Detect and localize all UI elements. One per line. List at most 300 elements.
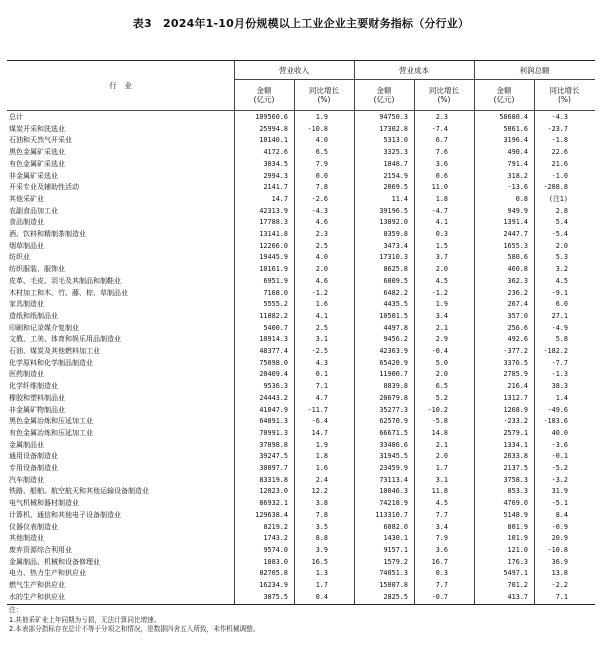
revenue-growth-cell: -2.5 bbox=[311, 347, 328, 355]
profit-amount-cell: 1334.1 bbox=[503, 440, 528, 449]
cost-growth-cell: -1.2 bbox=[431, 288, 448, 297]
profit-growth-cell: -0.9 bbox=[551, 522, 568, 531]
header-growth-revenue: 同比增长 (%) bbox=[309, 86, 339, 104]
table-row bbox=[7, 323, 595, 334]
profit-amount-cell: 2633.8 bbox=[503, 452, 528, 461]
cost-growth-cell: -0.4 bbox=[431, 347, 448, 355]
industry-name-cell: 通用设备制造业 bbox=[9, 452, 58, 461]
industry-name-cell: 纺织业 bbox=[9, 253, 30, 262]
revenue-amount-cell: 3034.5 bbox=[263, 159, 288, 168]
revenue-amount-cell: 13141.8 bbox=[259, 230, 288, 238]
revenue-amount-cell: 10914.3 bbox=[259, 335, 288, 344]
cost-growth-cell: 7.7 bbox=[435, 510, 448, 519]
profit-growth-cell: -1.0 bbox=[551, 171, 568, 180]
profit-growth-cell: 40.0 bbox=[551, 428, 568, 437]
profit-amount-cell: 362.3 bbox=[507, 276, 528, 285]
table-row bbox=[7, 217, 595, 228]
profit-amount-cell: 1268.9 bbox=[503, 405, 528, 414]
table-row bbox=[7, 159, 595, 170]
revenue-growth-cell: 3.8 bbox=[315, 499, 328, 508]
revenue-amount-cell: 10140.1 bbox=[259, 136, 288, 145]
cost-amount-cell: 1430.1 bbox=[383, 534, 408, 543]
profit-amount-cell: 492.6 bbox=[507, 335, 528, 344]
table-row bbox=[7, 124, 595, 135]
cost-growth-cell: 6.5 bbox=[435, 382, 448, 391]
profit-growth-cell: -4.9 bbox=[551, 323, 568, 332]
industry-name-cell: 金属制品、机械和设备修理业 bbox=[9, 557, 100, 566]
revenue-amount-cell: 30097.7 bbox=[259, 464, 288, 472]
table-row bbox=[7, 229, 595, 240]
table-row bbox=[7, 299, 595, 310]
table-row bbox=[7, 580, 595, 591]
revenue-growth-cell: 1.8 bbox=[315, 452, 328, 461]
table-row bbox=[7, 393, 595, 404]
industry-name-cell: 开采专业及辅助性活动 bbox=[9, 183, 79, 192]
cost-growth-cell: 2.0 bbox=[435, 370, 448, 379]
cost-growth-cell: 0.6 bbox=[435, 171, 448, 180]
cost-amount-cell: 17302.8 bbox=[379, 124, 408, 133]
profit-growth-cell: -49.6 bbox=[547, 405, 568, 414]
table-row bbox=[7, 264, 595, 275]
industry-name-cell: 酒、饮料和精制茶制造业 bbox=[9, 230, 86, 238]
revenue-amount-cell: 25994.8 bbox=[259, 124, 288, 133]
cost-amount-cell: 6482.2 bbox=[383, 288, 408, 297]
revenue-growth-cell: 2.5 bbox=[315, 323, 328, 332]
revenue-growth-cell: 4.0 bbox=[315, 253, 328, 262]
industry-name-cell: 有色金属冶炼和压延加工业 bbox=[9, 428, 93, 437]
revenue-amount-cell: 19445.9 bbox=[259, 253, 288, 262]
cost-amount-cell: 23459.9 bbox=[379, 464, 408, 472]
table-row bbox=[7, 498, 595, 509]
profit-amount-cell: 216.4 bbox=[507, 382, 528, 391]
note-line: 1.其他采矿业上年同期为亏损，无法计算同比增速。 bbox=[9, 615, 161, 624]
revenue-growth-cell: 7.1 bbox=[315, 382, 328, 391]
cost-amount-cell: 8839.8 bbox=[383, 382, 408, 391]
profit-growth-cell: 8.4 bbox=[555, 510, 568, 519]
table-row bbox=[7, 241, 595, 252]
cost-amount-cell: 73113.4 bbox=[379, 475, 408, 484]
profit-growth-cell: 13.8 bbox=[551, 569, 568, 578]
profit-amount-cell: -233.2 bbox=[503, 417, 528, 426]
profit-growth-cell: -23.7 bbox=[547, 124, 568, 133]
revenue-growth-cell: 14.7 bbox=[311, 428, 328, 437]
cost-amount-cell: 113310.7 bbox=[375, 510, 408, 519]
profit-growth-cell: -7.7 bbox=[551, 358, 568, 367]
table-row bbox=[7, 252, 595, 263]
revenue-amount-cell: 4172.6 bbox=[263, 148, 288, 157]
profit-amount-cell: 2785.9 bbox=[503, 370, 528, 379]
revenue-amount-cell: 64891.3 bbox=[259, 417, 288, 426]
profit-growth-cell: 21.6 bbox=[551, 159, 568, 168]
revenue-amount-cell: 109560.6 bbox=[255, 113, 288, 121]
table-row bbox=[7, 545, 595, 556]
revenue-growth-cell: -2.6 bbox=[311, 194, 328, 203]
revenue-growth-cell: -4.3 bbox=[311, 206, 328, 215]
profit-amount-cell: 3376.5 bbox=[503, 358, 528, 367]
profit-amount-cell: 801.9 bbox=[507, 522, 528, 531]
revenue-amount-cell: 42313.9 bbox=[259, 206, 288, 215]
revenue-growth-cell: 1.6 bbox=[315, 300, 328, 309]
industry-name-cell: 木材加工和木、竹、藤、棕、草制品业 bbox=[9, 288, 128, 297]
profit-growth-cell: -1.8 bbox=[551, 136, 568, 145]
cost-growth-cell: 2.1 bbox=[435, 323, 448, 332]
header-growth-profit: 同比增长 (%) bbox=[549, 86, 580, 104]
industry-name-cell: 化学纤维制造业 bbox=[9, 382, 58, 391]
profit-growth-cell: 38.3 bbox=[551, 382, 568, 391]
cost-growth-cell: 2.3 bbox=[435, 113, 448, 121]
revenue-amount-cell: 6951.9 bbox=[263, 276, 288, 285]
revenue-amount-cell: 1743.2 bbox=[263, 534, 288, 543]
cost-growth-cell: 3.4 bbox=[435, 311, 448, 320]
industry-name-cell: 其他采矿业 bbox=[9, 194, 44, 203]
cost-amount-cell: 42363.9 bbox=[379, 347, 408, 355]
cost-amount-cell: 8359.8 bbox=[383, 230, 408, 238]
industry-name-cell: 医药制造业 bbox=[9, 370, 44, 379]
cost-growth-cell: 6.7 bbox=[435, 136, 448, 145]
cost-amount-cell: 3473.4 bbox=[383, 241, 408, 250]
cost-amount-cell: 33486.6 bbox=[379, 440, 408, 449]
cost-amount-cell: 2069.5 bbox=[383, 183, 408, 192]
cost-amount-cell: 3325.3 bbox=[383, 148, 408, 157]
profit-amount-cell: 1655.3 bbox=[503, 241, 528, 250]
profit-growth-cell: -2.2 bbox=[551, 581, 568, 589]
revenue-amount-cell: 7168.0 bbox=[263, 288, 288, 297]
cost-amount-cell: 31945.5 bbox=[379, 452, 408, 461]
cost-amount-cell: 15007.8 bbox=[379, 581, 408, 589]
revenue-amount-cell: 2141.7 bbox=[263, 183, 288, 192]
profit-amount-cell: 791.4 bbox=[507, 159, 528, 168]
revenue-amount-cell: 48377.4 bbox=[259, 347, 288, 355]
industry-name-cell: 燃气生产和供应业 bbox=[9, 581, 65, 589]
revenue-growth-cell: -11.7 bbox=[307, 405, 328, 414]
profit-growth-cell: 5.8 bbox=[555, 335, 568, 344]
table-row bbox=[7, 533, 595, 544]
profit-growth-cell: 5.3 bbox=[555, 253, 568, 262]
profit-amount-cell: 267.4 bbox=[507, 300, 528, 309]
profit-growth-cell: 4.5 bbox=[555, 276, 568, 285]
revenue-growth-cell: 1.9 bbox=[315, 440, 328, 449]
header-amount-profit: 金额 (亿元) bbox=[493, 86, 515, 104]
revenue-growth-cell: 2.4 bbox=[315, 475, 328, 484]
profit-amount-cell: 0.8 bbox=[515, 194, 528, 203]
cost-growth-cell: -10.2 bbox=[427, 405, 448, 414]
cost-growth-cell: 11.0 bbox=[431, 183, 448, 192]
table-row bbox=[7, 171, 595, 182]
cost-growth-cell: 4.5 bbox=[435, 499, 448, 508]
profit-growth-cell: -10.8 bbox=[547, 545, 568, 554]
industry-name-cell: 废弃资源综合利用业 bbox=[9, 545, 72, 554]
profit-growth-cell: 2.0 bbox=[555, 241, 568, 250]
industry-name-cell: 石油、煤炭及其他燃料加工业 bbox=[9, 347, 100, 355]
cost-amount-cell: 20679.8 bbox=[379, 393, 408, 402]
cost-growth-cell: 3.4 bbox=[435, 522, 448, 531]
header-amount-revenue: 金额 (亿元) bbox=[253, 86, 275, 104]
cost-growth-cell: 16.7 bbox=[431, 557, 448, 566]
table-row bbox=[7, 451, 595, 462]
cost-amount-cell: 9456.2 bbox=[383, 335, 408, 344]
header-amount-cost: 金额 (亿元) bbox=[373, 86, 395, 104]
cost-growth-cell: 2.1 bbox=[435, 440, 448, 449]
industry-name-cell: 总计 bbox=[9, 113, 23, 121]
cost-amount-cell: 39196.5 bbox=[379, 206, 408, 215]
revenue-amount-cell: 75098.0 bbox=[259, 358, 288, 367]
industry-name-cell: 化学原料和化学制品制造业 bbox=[9, 358, 93, 367]
industry-name-cell: 煤炭开采和洗选业 bbox=[9, 124, 65, 133]
industry-name-cell: 水的生产和供应业 bbox=[9, 592, 65, 601]
cost-amount-cell: 6082.0 bbox=[383, 522, 408, 531]
revenue-growth-cell: -10.8 bbox=[307, 124, 328, 133]
cost-amount-cell: 65420.9 bbox=[379, 358, 408, 367]
revenue-amount-cell: 1883.0 bbox=[263, 557, 288, 566]
revenue-amount-cell: 83319.8 bbox=[259, 475, 288, 484]
industry-name-cell: 黑色金属矿采选业 bbox=[9, 148, 65, 157]
cost-growth-cell: 7.7 bbox=[435, 581, 448, 589]
cost-amount-cell: 11.4 bbox=[391, 194, 408, 203]
industry-name-cell: 非金属矿物制品业 bbox=[9, 405, 65, 414]
table-row bbox=[7, 194, 595, 205]
table-row bbox=[7, 557, 595, 568]
profit-amount-cell: 580.6 bbox=[507, 253, 528, 262]
table-row bbox=[7, 206, 595, 217]
header-bottom-rule bbox=[7, 110, 595, 111]
table-row bbox=[7, 463, 595, 474]
header-industry: 行 业 bbox=[109, 81, 132, 90]
profit-amount-cell: 3196.4 bbox=[503, 136, 528, 145]
cost-amount-cell: 74051.3 bbox=[379, 569, 408, 578]
industry-name-cell: 非金属矿采选业 bbox=[9, 171, 58, 180]
revenue-growth-cell: 0.0 bbox=[315, 171, 328, 180]
profit-growth-cell: -3.6 bbox=[551, 440, 568, 449]
cost-growth-cell: 5.0 bbox=[435, 358, 448, 367]
profit-growth-cell: 36.9 bbox=[551, 557, 568, 566]
profit-amount-cell: 949.9 bbox=[507, 206, 528, 215]
cost-growth-cell: 1.7 bbox=[435, 464, 448, 472]
cost-growth-cell: 11.8 bbox=[431, 487, 448, 496]
cost-growth-cell: 3.6 bbox=[435, 159, 448, 168]
industry-name-cell: 电气机械和器材制造业 bbox=[9, 499, 79, 508]
revenue-growth-cell: 4.1 bbox=[315, 311, 328, 320]
revenue-amount-cell: 12266.0 bbox=[259, 241, 288, 250]
cost-growth-cell: -4.7 bbox=[431, 206, 448, 215]
revenue-growth-cell: 7.8 bbox=[315, 183, 328, 192]
profit-growth-cell: 1.4 bbox=[555, 393, 568, 402]
revenue-amount-cell: 14.7 bbox=[271, 194, 288, 203]
revenue-growth-cell: 0.1 bbox=[315, 370, 328, 379]
industry-name-cell: 石油和天然气开采业 bbox=[9, 136, 72, 145]
profit-amount-cell: 5497.1 bbox=[503, 569, 528, 578]
table-row bbox=[7, 369, 595, 380]
industry-name-cell: 纺织服装、服饰业 bbox=[9, 265, 65, 274]
industry-name-cell: 计算机、通信和其他电子设备制造业 bbox=[9, 510, 121, 519]
revenue-growth-cell: 8.8 bbox=[315, 534, 328, 543]
profit-growth-cell: -5.2 bbox=[551, 464, 568, 472]
table-row bbox=[7, 416, 595, 427]
cost-growth-cell: 14.8 bbox=[431, 428, 448, 437]
cost-growth-cell: 4.5 bbox=[435, 276, 448, 285]
profit-amount-cell: 256.6 bbox=[507, 323, 528, 332]
profit-amount-cell: 1312.7 bbox=[503, 393, 528, 402]
industry-name-cell: 黑色金属冶炼和压延加工业 bbox=[9, 417, 93, 426]
cost-growth-cell: 3.6 bbox=[435, 545, 448, 554]
table-row bbox=[7, 381, 595, 392]
table-row bbox=[7, 346, 595, 357]
cost-growth-cell: 2.9 bbox=[435, 335, 448, 344]
revenue-amount-cell: 129638.4 bbox=[255, 510, 288, 519]
revenue-growth-cell: 7.8 bbox=[315, 510, 328, 519]
table-notes bbox=[9, 606, 594, 635]
profit-growth-cell: 20.9 bbox=[551, 534, 568, 543]
revenue-amount-cell: 3875.5 bbox=[263, 592, 288, 601]
cost-amount-cell: 5313.0 bbox=[383, 136, 408, 145]
cost-growth-cell: -5.8 bbox=[431, 417, 448, 426]
revenue-growth-cell: 1.6 bbox=[315, 464, 328, 472]
profit-amount-cell: -377.2 bbox=[503, 347, 528, 355]
revenue-amount-cell: 5400.7 bbox=[263, 323, 288, 332]
profit-amount-cell: 3758.3 bbox=[503, 475, 528, 484]
cost-growth-cell: 2.0 bbox=[435, 452, 448, 461]
table-title: 表3 2024年1-10月份规模以上工业企业主要财务指标（分行业） bbox=[132, 17, 470, 30]
revenue-growth-cell: 4.3 bbox=[315, 358, 328, 367]
table-row bbox=[7, 475, 595, 486]
profit-amount-cell: 853.3 bbox=[507, 487, 528, 496]
cost-growth-cell: 1.8 bbox=[435, 194, 448, 203]
cost-amount-cell: 8625.8 bbox=[383, 265, 408, 274]
revenue-amount-cell: 39247.5 bbox=[259, 452, 288, 461]
cost-growth-cell: 7.9 bbox=[435, 534, 448, 543]
financial-table bbox=[7, 60, 595, 605]
note-line: 2.本表部分指标存在总计不等于分项之和情况，是数据四舍五入所致，未作机械调整。 bbox=[9, 625, 260, 633]
cost-amount-cell: 17310.3 bbox=[379, 253, 408, 262]
table-row bbox=[7, 288, 595, 299]
revenue-growth-cell: 1.3 bbox=[315, 569, 328, 578]
industry-name-cell: 仪器仪表制造业 bbox=[9, 522, 58, 531]
cost-amount-cell: 94750.3 bbox=[379, 113, 408, 121]
table-row bbox=[7, 334, 595, 345]
revenue-growth-cell: 1.9 bbox=[315, 113, 328, 121]
profit-amount-cell: 490.4 bbox=[507, 148, 528, 157]
revenue-amount-cell: 5555.2 bbox=[263, 300, 288, 309]
revenue-growth-cell: 3.9 bbox=[315, 545, 328, 554]
industry-name-cell: 文教、工美、体育和娱乐用品制造业 bbox=[9, 335, 121, 344]
profit-growth-cell: -1.3 bbox=[551, 370, 568, 379]
industry-name-cell: 有色金属矿采选业 bbox=[9, 159, 65, 168]
table-row bbox=[7, 358, 595, 369]
table-row bbox=[7, 428, 595, 439]
profit-growth-cell: -3.2 bbox=[551, 475, 568, 484]
profit-growth-cell: -4.3 bbox=[551, 113, 568, 121]
profit-amount-cell: 701.2 bbox=[507, 581, 528, 589]
revenue-amount-cell: 12023.0 bbox=[259, 487, 288, 496]
revenue-growth-cell: 6.5 bbox=[315, 148, 328, 157]
revenue-amount-cell: 20409.4 bbox=[259, 370, 288, 379]
cost-growth-cell: 1.9 bbox=[435, 300, 448, 309]
profit-growth-cell: -183.6 bbox=[543, 417, 568, 426]
profit-amount-cell: 236.2 bbox=[507, 288, 528, 297]
cost-amount-cell: 1848.7 bbox=[383, 159, 408, 168]
profit-amount-cell: 460.8 bbox=[507, 265, 528, 274]
cost-growth-cell: -0.7 bbox=[431, 592, 448, 601]
cost-growth-cell: 1.5 bbox=[435, 241, 448, 250]
revenue-amount-cell: 17788.3 bbox=[259, 218, 288, 227]
header-profit: 利润总额 bbox=[519, 66, 550, 75]
industry-name-cell: 铁路、船舶、航空航天和其他运输设备制造业 bbox=[9, 487, 149, 496]
revenue-amount-cell: 70991.3 bbox=[259, 428, 288, 437]
cost-amount-cell: 6009.5 bbox=[383, 276, 408, 285]
cost-amount-cell: 1579.2 bbox=[383, 557, 408, 566]
table-row bbox=[7, 522, 595, 533]
profit-growth-cell: 6.0 bbox=[555, 300, 568, 309]
industry-name-cell: 其他制造业 bbox=[9, 534, 44, 543]
profit-growth-cell: -208.8 bbox=[543, 183, 568, 192]
cost-amount-cell: 4497.8 bbox=[383, 323, 408, 332]
revenue-growth-cell: 3.1 bbox=[315, 335, 328, 344]
cost-amount-cell: 35277.3 bbox=[379, 405, 408, 414]
profit-growth-cell: -182.2 bbox=[543, 347, 568, 355]
cost-amount-cell: 13892.0 bbox=[379, 218, 408, 227]
profit-growth-cell: -5.4 bbox=[551, 230, 568, 238]
industry-name-cell: 橡胶和塑料制品业 bbox=[9, 393, 65, 402]
revenue-amount-cell: 37898.8 bbox=[259, 440, 288, 449]
table-row bbox=[7, 311, 595, 322]
table-row bbox=[7, 440, 595, 451]
cost-growth-cell: 2.0 bbox=[435, 265, 448, 274]
cost-amount-cell: 4435.5 bbox=[383, 300, 408, 309]
cost-growth-cell: -7.4 bbox=[431, 124, 448, 133]
cost-amount-cell: 10501.5 bbox=[379, 311, 408, 320]
revenue-growth-cell: 7.9 bbox=[315, 159, 328, 168]
profit-amount-cell: 413.7 bbox=[507, 592, 528, 601]
profit-growth-cell: 7.1 bbox=[555, 592, 568, 601]
industry-name-cell: 专用设备制造业 bbox=[9, 464, 58, 472]
profit-amount-cell: 2137.5 bbox=[503, 464, 528, 472]
revenue-growth-cell: 2.5 bbox=[315, 241, 328, 250]
table-row bbox=[7, 112, 595, 123]
profit-amount-cell: 4769.0 bbox=[503, 499, 528, 508]
revenue-amount-cell: 8219.2 bbox=[263, 522, 288, 531]
profit-amount-cell: 1391.4 bbox=[503, 218, 528, 227]
industry-name-cell: 金属制品业 bbox=[9, 440, 44, 449]
table-row bbox=[7, 405, 595, 416]
profit-growth-cell: -5.1 bbox=[551, 499, 568, 508]
revenue-growth-cell: 2.3 bbox=[315, 230, 328, 238]
industry-name-cell: 家具制造业 bbox=[9, 300, 44, 309]
profit-amount-cell: 121.0 bbox=[507, 545, 528, 554]
profit-growth-cell: 27.1 bbox=[551, 311, 568, 320]
industry-name-cell: 汽车制造业 bbox=[9, 475, 44, 484]
cost-growth-cell: 0.3 bbox=[435, 569, 448, 578]
profit-amount-cell: 5061.6 bbox=[503, 124, 528, 133]
revenue-amount-cell: 9536.3 bbox=[263, 382, 288, 391]
revenue-amount-cell: 11882.2 bbox=[259, 311, 288, 320]
cost-growth-cell: 5.2 bbox=[435, 393, 448, 402]
revenue-growth-cell: 1.7 bbox=[315, 581, 328, 589]
cost-amount-cell: 74218.9 bbox=[379, 499, 408, 508]
revenue-amount-cell: 41047.9 bbox=[259, 405, 288, 414]
header-divider bbox=[234, 79, 595, 80]
industry-name-cell: 食品制造业 bbox=[9, 218, 44, 227]
header-revenue: 营业收入 bbox=[279, 66, 309, 75]
profit-amount-cell: 101.9 bbox=[507, 534, 528, 543]
cost-growth-cell: 7.6 bbox=[435, 148, 448, 157]
industry-name-cell: 印刷和记录媒介复制业 bbox=[9, 323, 79, 332]
revenue-growth-cell: 4.6 bbox=[315, 218, 328, 227]
table-row bbox=[7, 486, 595, 497]
profit-growth-cell: 5.4 bbox=[555, 218, 568, 227]
table-row bbox=[7, 147, 595, 158]
profit-amount-cell: 357.0 bbox=[507, 311, 528, 320]
revenue-amount-cell: 24443.2 bbox=[259, 393, 288, 402]
header-growth-cost: 同比增长 (%) bbox=[429, 86, 459, 104]
